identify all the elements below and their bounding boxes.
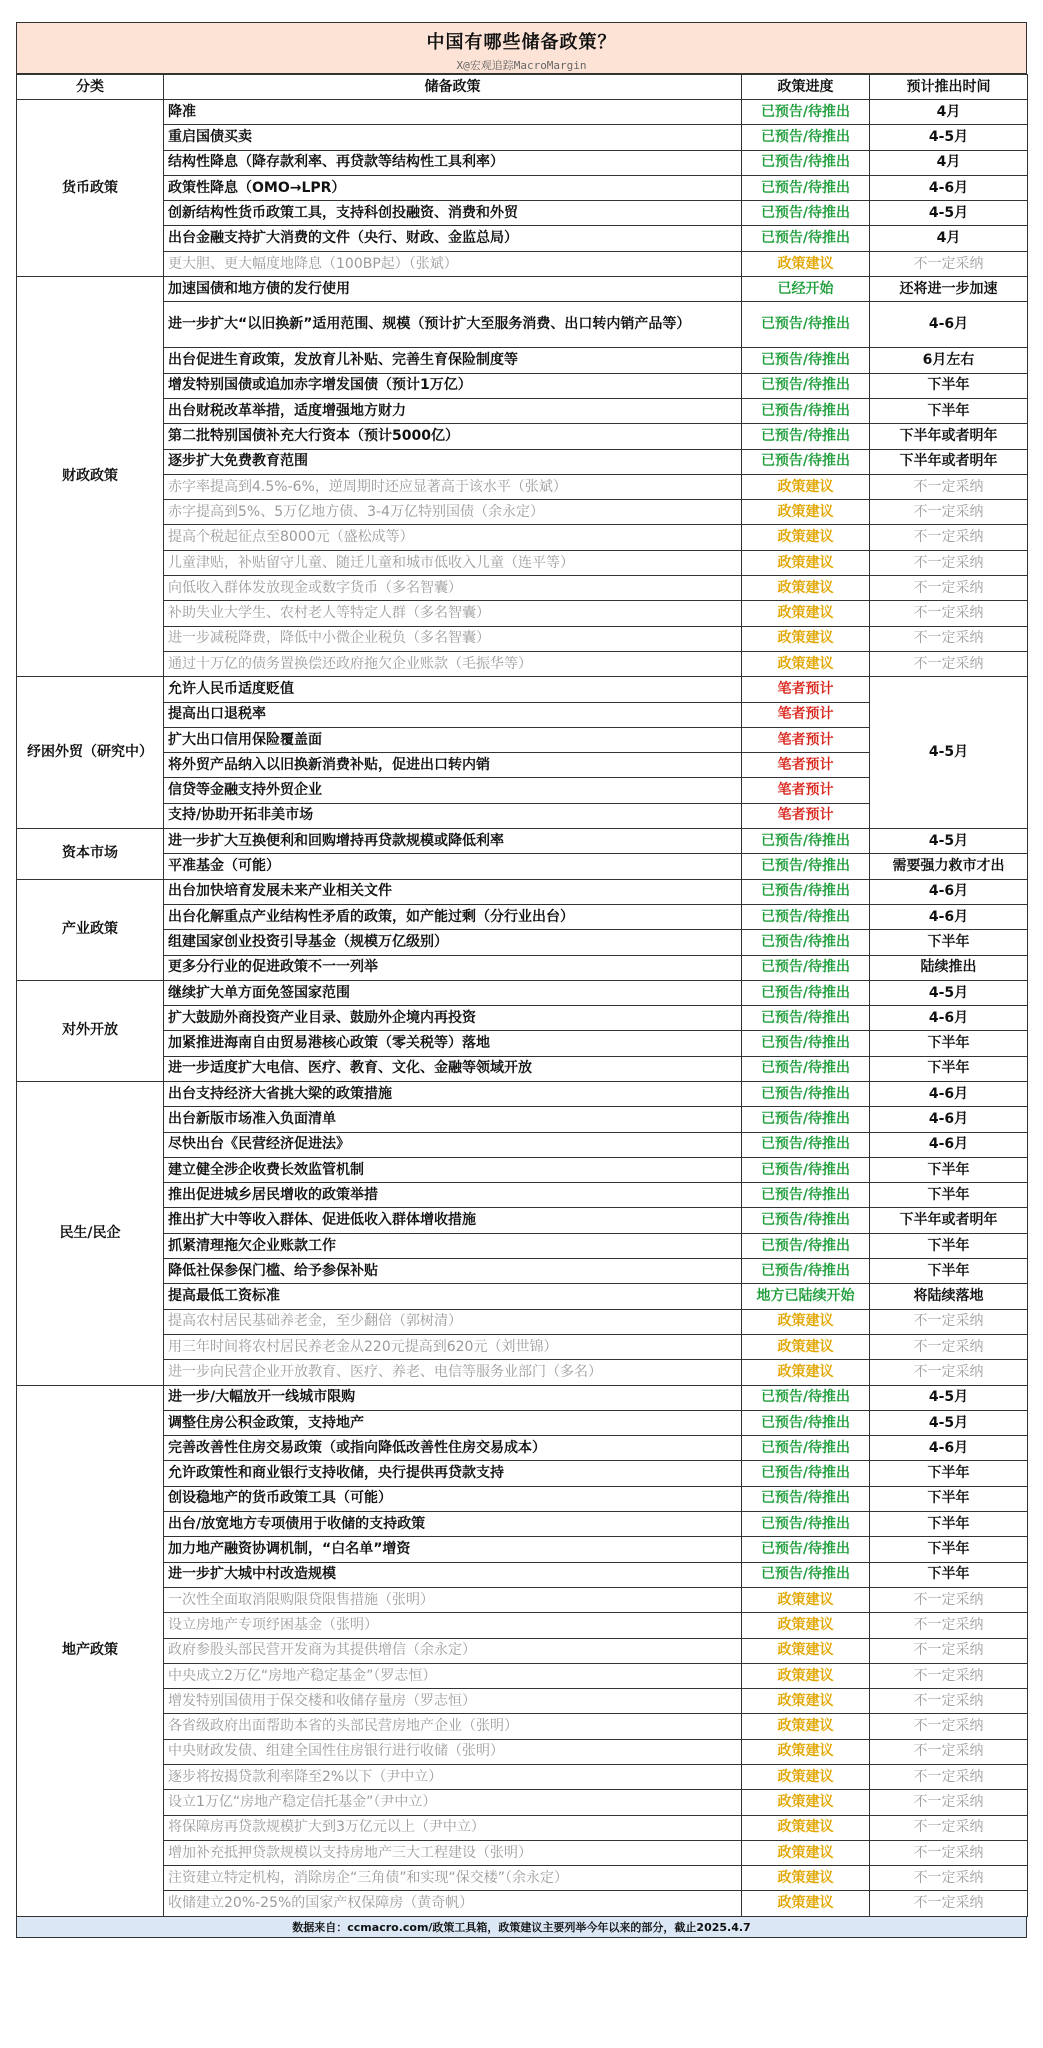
table-row bbox=[17, 525, 1028, 550]
table-row bbox=[17, 1815, 1028, 1840]
table-row bbox=[17, 1410, 1028, 1435]
progress-cell: 已预告/待推出 bbox=[742, 125, 870, 150]
progress-cell: 已预告/待推出 bbox=[742, 1081, 870, 1106]
policy-cell: 中央成立2万亿“房地产稳定基金”（罗志恒） bbox=[164, 1663, 742, 1688]
progress-cell: 政策建议 bbox=[742, 1790, 870, 1815]
time-cell: 将陆续落地 bbox=[870, 1284, 1028, 1309]
time-cell: 不一定采纳 bbox=[870, 1790, 1028, 1815]
policy-cell: 降准 bbox=[164, 100, 742, 125]
table-row bbox=[17, 500, 1028, 525]
progress-cell: 已预告/待推出 bbox=[742, 1107, 870, 1132]
table-row bbox=[17, 1031, 1028, 1056]
table-row bbox=[17, 601, 1028, 626]
time-cell: 4-6月 bbox=[870, 1006, 1028, 1031]
table-row bbox=[17, 1765, 1028, 1790]
progress-cell: 政策建议 bbox=[742, 1815, 870, 1840]
progress-cell: 笔者预计 bbox=[742, 778, 870, 803]
progress-cell: 已预告/待推出 bbox=[742, 398, 870, 423]
progress-cell: 政策建议 bbox=[742, 550, 870, 575]
table-row bbox=[17, 904, 1028, 929]
policy-cell: 儿童津贴，补贴留守儿童、随迁儿童和城市低收入儿童（连平等） bbox=[164, 550, 742, 575]
table-row bbox=[17, 1891, 1028, 1916]
progress-cell: 已预告/待推出 bbox=[742, 955, 870, 980]
policy-cell: 组建国家创业投资引导基金（规模万亿级别） bbox=[164, 930, 742, 955]
category-cell: 资本市场 bbox=[17, 829, 164, 880]
progress-cell: 已预告/待推出 bbox=[742, 930, 870, 955]
time-cell: 不一定采纳 bbox=[870, 1663, 1028, 1688]
policy-cell: 逐步扩大免费教育范围 bbox=[164, 449, 742, 474]
progress-cell: 政策建议 bbox=[742, 1613, 870, 1638]
policy-cell: 允许人民币适度贬值 bbox=[164, 677, 742, 702]
table-row bbox=[17, 1486, 1028, 1511]
time-cell: 下半年 bbox=[870, 1512, 1028, 1537]
category-cell: 地产政策 bbox=[17, 1385, 164, 1916]
policy-cell: 支持/协助开拓非美市场 bbox=[164, 803, 742, 828]
time-cell: 不一定采纳 bbox=[870, 550, 1028, 575]
table-row bbox=[17, 1714, 1028, 1739]
table-row bbox=[17, 1334, 1028, 1359]
time-cell: 下半年 bbox=[870, 1056, 1028, 1081]
progress-cell: 已预告/待推出 bbox=[742, 449, 870, 474]
time-cell: 不一定采纳 bbox=[870, 1638, 1028, 1663]
header-policy: 储备政策 bbox=[164, 75, 742, 100]
time-cell: 下半年或者明年 bbox=[870, 424, 1028, 449]
progress-cell: 已预告/待推出 bbox=[742, 1233, 870, 1258]
progress-cell: 政策建议 bbox=[742, 651, 870, 676]
progress-cell: 政策建议 bbox=[742, 1840, 870, 1865]
table-row bbox=[17, 576, 1028, 601]
header-category: 分类 bbox=[17, 75, 164, 100]
table-row bbox=[17, 1006, 1028, 1031]
policy-cell: 尽快出台《民营经济促进法》 bbox=[164, 1132, 742, 1157]
time-cell: 不一定采纳 bbox=[870, 1689, 1028, 1714]
progress-cell: 政策建议 bbox=[742, 1689, 870, 1714]
table-row bbox=[17, 1107, 1028, 1132]
policy-cell: 更大胆、更大幅度地降息（100BP起）（张斌） bbox=[164, 251, 742, 276]
progress-cell: 已预告/待推出 bbox=[742, 1208, 870, 1233]
progress-cell: 政策建议 bbox=[742, 576, 870, 601]
progress-cell: 笔者预计 bbox=[742, 727, 870, 752]
progress-cell: 已预告/待推出 bbox=[742, 1259, 870, 1284]
time-cell: 下半年 bbox=[870, 373, 1028, 398]
table-row bbox=[17, 1157, 1028, 1182]
time-cell: 4-6月 bbox=[870, 879, 1028, 904]
policy-cell: 一次性全面取消限购限贷限售措施（张明） bbox=[164, 1587, 742, 1612]
policy-cell: 出台支持经济大省挑大梁的政策措施 bbox=[164, 1081, 742, 1106]
category-cell: 民生/民企 bbox=[17, 1081, 164, 1385]
table-row bbox=[17, 1183, 1028, 1208]
table-row bbox=[17, 1309, 1028, 1334]
time-cell: 不一定采纳 bbox=[870, 601, 1028, 626]
progress-cell: 已预告/待推出 bbox=[742, 424, 870, 449]
policy-cell: 允许政策性和商业银行支持收储，央行提供再贷款支持 bbox=[164, 1461, 742, 1486]
policy-cell: 出台加快培育发展未来产业相关文件 bbox=[164, 879, 742, 904]
policy-cell: 收储建立20%-25%的国家产权保障房（黄奇帆） bbox=[164, 1891, 742, 1916]
progress-cell: 政策建议 bbox=[742, 601, 870, 626]
policy-cell: 调整住房公积金政策，支持地产 bbox=[164, 1410, 742, 1435]
progress-cell: 已预告/待推出 bbox=[742, 854, 870, 879]
time-cell: 4-5月 bbox=[870, 201, 1028, 226]
time-cell: 下半年 bbox=[870, 1183, 1028, 1208]
time-cell: 4-5月 bbox=[870, 125, 1028, 150]
progress-cell: 政策建议 bbox=[742, 525, 870, 550]
table-row bbox=[17, 424, 1028, 449]
table-row bbox=[17, 854, 1028, 879]
policy-cell: 继续扩大单方面免签国家范围 bbox=[164, 980, 742, 1005]
progress-cell: 已预告/待推出 bbox=[742, 226, 870, 251]
table-row bbox=[17, 1537, 1028, 1562]
table-row bbox=[17, 1385, 1028, 1410]
progress-cell: 笔者预计 bbox=[742, 702, 870, 727]
progress-cell: 已预告/待推出 bbox=[742, 1562, 870, 1587]
time-cell: 下半年或者明年 bbox=[870, 449, 1028, 474]
policy-cell: 结构性降息（降存款利率、再贷款等结构性工具利率） bbox=[164, 150, 742, 175]
time-cell: 不一定采纳 bbox=[870, 576, 1028, 601]
table-row bbox=[17, 474, 1028, 499]
policy-cell: 增加补充抵押贷款规模以支持房地产三大工程建设（张明） bbox=[164, 1840, 742, 1865]
policy-cell: 加紧推进海南自由贸易港核心政策（零关税等）落地 bbox=[164, 1031, 742, 1056]
time-cell: 下半年或者明年 bbox=[870, 1208, 1028, 1233]
policy-cell: 扩大出口信用保险覆盖面 bbox=[164, 727, 742, 752]
time-cell: 不一定采纳 bbox=[870, 251, 1028, 276]
time-cell: 4-5月 bbox=[870, 677, 1028, 829]
progress-cell: 已预告/待推出 bbox=[742, 302, 870, 348]
progress-cell: 政策建议 bbox=[742, 1334, 870, 1359]
watermark-handle: X@宏观追踪MacroMargin bbox=[456, 59, 587, 72]
time-cell: 4月 bbox=[870, 226, 1028, 251]
progress-cell: 已预告/待推出 bbox=[742, 829, 870, 854]
progress-cell: 已预告/待推出 bbox=[742, 1385, 870, 1410]
policy-cell: 加力地产融资协调机制，“白名单”增资 bbox=[164, 1537, 742, 1562]
policy-cell: 注资建立特定机构，消除房企“三角债”和实现“保交楼”（余永定） bbox=[164, 1866, 742, 1891]
policy-cell: 设立房地产专项纾困基金（张明） bbox=[164, 1613, 742, 1638]
table-row bbox=[17, 651, 1028, 676]
policy-cell: 建立健全涉企收费长效监管机制 bbox=[164, 1157, 742, 1182]
time-cell: 4-5月 bbox=[870, 1410, 1028, 1435]
progress-cell: 政策建议 bbox=[742, 1309, 870, 1334]
time-cell: 4-6月 bbox=[870, 904, 1028, 929]
table-row bbox=[17, 398, 1028, 423]
progress-cell: 已预告/待推出 bbox=[742, 904, 870, 929]
time-cell: 不一定采纳 bbox=[870, 474, 1028, 499]
policy-cell: 提高出口退税率 bbox=[164, 702, 742, 727]
progress-cell: 已预告/待推出 bbox=[742, 1461, 870, 1486]
policy-cell: 信贷等金融支持外贸企业 bbox=[164, 778, 742, 803]
table-row bbox=[17, 449, 1028, 474]
policy-cell: 将外贸产品纳入以旧换新消费补贴，促进出口转内销 bbox=[164, 753, 742, 778]
policy-cell: 进一步向民营企业开放教育、医疗、养老、电信等服务业部门（多名） bbox=[164, 1360, 742, 1385]
time-cell: 不一定采纳 bbox=[870, 1309, 1028, 1334]
progress-cell: 政策建议 bbox=[742, 626, 870, 651]
policy-cell: 各省级政府出面帮助本省的头部民营房地产企业（张明） bbox=[164, 1714, 742, 1739]
table-row bbox=[17, 226, 1028, 251]
progress-cell: 已预告/待推出 bbox=[742, 373, 870, 398]
policy-cell: 设立1万亿“房地产稳定信托基金”（尹中立） bbox=[164, 1790, 742, 1815]
progress-cell: 政策建议 bbox=[742, 1739, 870, 1764]
table-row bbox=[17, 930, 1028, 955]
policy-cell: 完善改善性住房交易政策（或指向降低改善性住房交易成本） bbox=[164, 1436, 742, 1461]
policy-cell: 更多分行业的促进政策不一一列举 bbox=[164, 955, 742, 980]
progress-cell: 已预告/待推出 bbox=[742, 1537, 870, 1562]
progress-cell: 政策建议 bbox=[742, 1765, 870, 1790]
time-cell: 还将进一步加速 bbox=[870, 277, 1028, 302]
progress-cell: 政策建议 bbox=[742, 1638, 870, 1663]
time-cell: 不一定采纳 bbox=[870, 1360, 1028, 1385]
policy-cell: 抓紧清理拖欠企业账款工作 bbox=[164, 1233, 742, 1258]
table-row bbox=[17, 1866, 1028, 1891]
policy-cell: 增发特别国债或追加赤字增发国债（预计1万亿） bbox=[164, 373, 742, 398]
table-row bbox=[17, 251, 1028, 276]
time-cell: 下半年 bbox=[870, 1461, 1028, 1486]
table-row bbox=[17, 980, 1028, 1005]
policy-cell: 赤字率提高到4.5%-6%，逆周期时还应显著高于该水平（张斌） bbox=[164, 474, 742, 499]
table-row bbox=[17, 1512, 1028, 1537]
page-title: 中国有哪些储备政策？ bbox=[426, 32, 617, 53]
time-cell: 下半年 bbox=[870, 930, 1028, 955]
table-row bbox=[17, 277, 1028, 302]
policy-cell: 出台促进生育政策，发放育儿补贴、完善生育保险制度等 bbox=[164, 348, 742, 373]
progress-cell: 政策建议 bbox=[742, 1587, 870, 1612]
time-cell: 下半年 bbox=[870, 1157, 1028, 1182]
table-body bbox=[17, 100, 1028, 1917]
policy-cell: 进一步适度扩大电信、医疗、教育、文化、金融等领域开放 bbox=[164, 1056, 742, 1081]
table-row bbox=[17, 150, 1028, 175]
progress-cell: 政策建议 bbox=[742, 474, 870, 499]
time-cell: 下半年 bbox=[870, 1562, 1028, 1587]
table-row bbox=[17, 201, 1028, 226]
progress-cell: 已预告/待推出 bbox=[742, 1056, 870, 1081]
time-cell: 4月 bbox=[870, 150, 1028, 175]
policy-cell: 出台/放宽地方专项债用于收储的支持政策 bbox=[164, 1512, 742, 1537]
policy-cell: 通过十万亿的债务置换偿还政府拖欠企业账款（毛振华等） bbox=[164, 651, 742, 676]
policy-cell: 增发特别国债用于保交楼和收储存量房（罗志恒） bbox=[164, 1689, 742, 1714]
progress-cell: 已预告/待推出 bbox=[742, 1436, 870, 1461]
policy-cell: 赤字提高到5%、5万亿地方债、3-4万亿特别国债（余永定） bbox=[164, 500, 742, 525]
category-cell: 产业政策 bbox=[17, 879, 164, 980]
time-cell: 4-5月 bbox=[870, 829, 1028, 854]
table-row bbox=[17, 1259, 1028, 1284]
policy-cell: 出台化解重点产业结构性矛盾的政策，如产能过剩（分行业出台） bbox=[164, 904, 742, 929]
table-row bbox=[17, 1284, 1028, 1309]
policy-cell: 推出扩大中等收入群体、促进低收入群体增收措施 bbox=[164, 1208, 742, 1233]
category-cell: 纾困外贸（研究中） bbox=[17, 677, 164, 829]
table-row bbox=[17, 1562, 1028, 1587]
progress-cell: 政策建议 bbox=[742, 251, 870, 276]
policy-cell: 提高农村居民基础养老金，至少翻倍（郭树清） bbox=[164, 1309, 742, 1334]
time-cell: 不一定采纳 bbox=[870, 1840, 1028, 1865]
policy-cell: 提高最低工资标准 bbox=[164, 1284, 742, 1309]
policy-cell: 出台财税改革举措，适度增强地方财力 bbox=[164, 398, 742, 423]
table-row bbox=[17, 1663, 1028, 1688]
progress-cell: 笔者预计 bbox=[742, 803, 870, 828]
table-row bbox=[17, 1056, 1028, 1081]
progress-cell: 笔者预计 bbox=[742, 677, 870, 702]
table-row bbox=[17, 1360, 1028, 1385]
table-row bbox=[17, 1739, 1028, 1764]
table-row bbox=[17, 1081, 1028, 1106]
time-cell: 不一定采纳 bbox=[870, 1891, 1028, 1916]
header-progress: 政策进度 bbox=[742, 75, 870, 100]
table-header-row bbox=[17, 75, 1028, 100]
table-row bbox=[17, 626, 1028, 651]
time-cell: 4-6月 bbox=[870, 1081, 1028, 1106]
policy-cell: 补助失业大学生、农村老人等特定人群（多名智囊） bbox=[164, 601, 742, 626]
table-row bbox=[17, 1689, 1028, 1714]
progress-cell: 已预告/待推出 bbox=[742, 201, 870, 226]
title-banner bbox=[16, 22, 1027, 74]
time-cell: 不一定采纳 bbox=[870, 500, 1028, 525]
time-cell: 下半年 bbox=[870, 1031, 1028, 1056]
progress-cell: 已预告/待推出 bbox=[742, 1410, 870, 1435]
progress-cell: 已预告/待推出 bbox=[742, 1183, 870, 1208]
progress-cell: 已预告/待推出 bbox=[742, 980, 870, 1005]
progress-cell: 已预告/待推出 bbox=[742, 1157, 870, 1182]
progress-cell: 政策建议 bbox=[742, 500, 870, 525]
header-time: 预计推出时间 bbox=[870, 75, 1028, 100]
policy-cell: 逐步将按揭贷款利率降至2%以下（尹中立） bbox=[164, 1765, 742, 1790]
table-row bbox=[17, 1790, 1028, 1815]
policy-cell: 进一步扩大城中村改造规模 bbox=[164, 1562, 742, 1587]
time-cell: 不一定采纳 bbox=[870, 1334, 1028, 1359]
policy-cell: 进一步减税降费，降低中小微企业税负（多名智囊） bbox=[164, 626, 742, 651]
time-cell: 不一定采纳 bbox=[870, 1866, 1028, 1891]
policy-cell: 重启国债买卖 bbox=[164, 125, 742, 150]
time-cell: 不一定采纳 bbox=[870, 651, 1028, 676]
progress-cell: 已预告/待推出 bbox=[742, 150, 870, 175]
category-cell: 对外开放 bbox=[17, 980, 164, 1081]
progress-cell: 笔者预计 bbox=[742, 753, 870, 778]
progress-cell: 政策建议 bbox=[742, 1360, 870, 1385]
time-cell: 下半年 bbox=[870, 1486, 1028, 1511]
policy-cell: 中央财政发债、组建全国性住房银行进行收储（张明） bbox=[164, 1739, 742, 1764]
time-cell: 下半年 bbox=[870, 398, 1028, 423]
policy-cell: 出台新版市场准入负面清单 bbox=[164, 1107, 742, 1132]
table-row bbox=[17, 879, 1028, 904]
time-cell: 不一定采纳 bbox=[870, 1765, 1028, 1790]
policy-cell: 将保障房再贷款规模扩大到3万亿元以上（尹中立） bbox=[164, 1815, 742, 1840]
progress-cell: 已经开始 bbox=[742, 277, 870, 302]
progress-cell: 已预告/待推出 bbox=[742, 1006, 870, 1031]
policy-table bbox=[16, 74, 1028, 1917]
table-row bbox=[17, 550, 1028, 575]
policy-cell: 提高个税起征点至8000元（盛松成等） bbox=[164, 525, 742, 550]
table-row bbox=[17, 955, 1028, 980]
policy-cell: 向低收入群体发放现金或数字货币（多名智囊） bbox=[164, 576, 742, 601]
policy-cell: 进一步扩大互换便利和回购增持再贷款规模或降低利率 bbox=[164, 829, 742, 854]
time-cell: 下半年 bbox=[870, 1259, 1028, 1284]
time-cell: 不一定采纳 bbox=[870, 626, 1028, 651]
policy-cell: 政策性降息（OMO→LPR） bbox=[164, 175, 742, 200]
time-cell: 不一定采纳 bbox=[870, 1613, 1028, 1638]
policy-cell: 降低社保参保门槛、给予参保补贴 bbox=[164, 1259, 742, 1284]
policy-cell: 进一步/大幅放开一线城市限购 bbox=[164, 1385, 742, 1410]
time-cell: 4-6月 bbox=[870, 1132, 1028, 1157]
source-footer: 数据来自：ccmacro.com/政策工具箱，政策建议主要列举今年以来的部分，截止2025.4.7 bbox=[16, 1917, 1027, 1938]
time-cell: 下半年 bbox=[870, 1233, 1028, 1258]
time-cell: 4-6月 bbox=[870, 1436, 1028, 1461]
progress-cell: 已预告/待推出 bbox=[742, 1512, 870, 1537]
table-row bbox=[17, 175, 1028, 200]
progress-cell: 政策建议 bbox=[742, 1663, 870, 1688]
time-cell: 4-6月 bbox=[870, 175, 1028, 200]
table-row bbox=[17, 373, 1028, 398]
time-cell: 4-5月 bbox=[870, 980, 1028, 1005]
table-row bbox=[17, 829, 1028, 854]
time-cell: 不一定采纳 bbox=[870, 525, 1028, 550]
policy-cell: 创设稳地产的货币政策工具（可能） bbox=[164, 1486, 742, 1511]
table-row bbox=[17, 302, 1028, 348]
table-row bbox=[17, 1613, 1028, 1638]
progress-cell: 政策建议 bbox=[742, 1891, 870, 1916]
table-row bbox=[17, 1132, 1028, 1157]
policy-cell: 创新结构性货币政策工具，支持科创投融资、消费和外贸 bbox=[164, 201, 742, 226]
policy-cell: 第二批特别国债补充大行资本（预计5000亿） bbox=[164, 424, 742, 449]
time-cell: 下半年 bbox=[870, 1537, 1028, 1562]
time-cell: 不一定采纳 bbox=[870, 1739, 1028, 1764]
policy-cell: 加速国债和地方债的发行使用 bbox=[164, 277, 742, 302]
table-row bbox=[17, 1638, 1028, 1663]
policy-cell: 出台金融支持扩大消费的文件（央行、财政、金监总局） bbox=[164, 226, 742, 251]
table-row bbox=[17, 1233, 1028, 1258]
policy-cell: 平准基金（可能） bbox=[164, 854, 742, 879]
progress-cell: 已预告/待推出 bbox=[742, 175, 870, 200]
table-row bbox=[17, 125, 1028, 150]
table-row bbox=[17, 1436, 1028, 1461]
time-cell: 4-6月 bbox=[870, 1107, 1028, 1132]
table-row bbox=[17, 1461, 1028, 1486]
progress-cell: 已预告/待推出 bbox=[742, 1486, 870, 1511]
progress-cell: 已预告/待推出 bbox=[742, 879, 870, 904]
table-row bbox=[17, 1208, 1028, 1233]
table-row bbox=[17, 1587, 1028, 1612]
progress-cell: 已预告/待推出 bbox=[742, 1132, 870, 1157]
table-row bbox=[17, 100, 1028, 125]
policy-cell: 进一步扩大“以旧换新”适用范围、规模（预计扩大至服务消费、出口转内销产品等） bbox=[164, 302, 742, 348]
time-cell: 不一定采纳 bbox=[870, 1714, 1028, 1739]
policy-cell: 政府参股头部民营开发商为其提供增信（余永定） bbox=[164, 1638, 742, 1663]
time-cell: 不一定采纳 bbox=[870, 1815, 1028, 1840]
policy-cell: 用三年时间将农村居民养老金从220元提高到620元（刘世锦） bbox=[164, 1334, 742, 1359]
policy-cell: 扩大鼓励外商投资产业目录、鼓励外企境内再投资 bbox=[164, 1006, 742, 1031]
progress-cell: 已预告/待推出 bbox=[742, 100, 870, 125]
time-cell: 需要强力救市才出 bbox=[870, 854, 1028, 879]
policy-cell: 推出促进城乡居民增收的政策举措 bbox=[164, 1183, 742, 1208]
table-row bbox=[17, 677, 1028, 702]
progress-cell: 已预告/待推出 bbox=[742, 1031, 870, 1056]
category-cell: 财政政策 bbox=[17, 277, 164, 677]
time-cell: 4-5月 bbox=[870, 1385, 1028, 1410]
category-cell: 货币政策 bbox=[17, 100, 164, 277]
time-cell: 4-6月 bbox=[870, 302, 1028, 348]
time-cell: 4月 bbox=[870, 100, 1028, 125]
time-cell: 6月左右 bbox=[870, 348, 1028, 373]
progress-cell: 政策建议 bbox=[742, 1714, 870, 1739]
time-cell: 不一定采纳 bbox=[870, 1587, 1028, 1612]
progress-cell: 地方已陆续开始 bbox=[742, 1284, 870, 1309]
time-cell: 陆续推出 bbox=[870, 955, 1028, 980]
progress-cell: 已预告/待推出 bbox=[742, 348, 870, 373]
table-row bbox=[17, 348, 1028, 373]
table-row bbox=[17, 1840, 1028, 1865]
progress-cell: 政策建议 bbox=[742, 1866, 870, 1891]
